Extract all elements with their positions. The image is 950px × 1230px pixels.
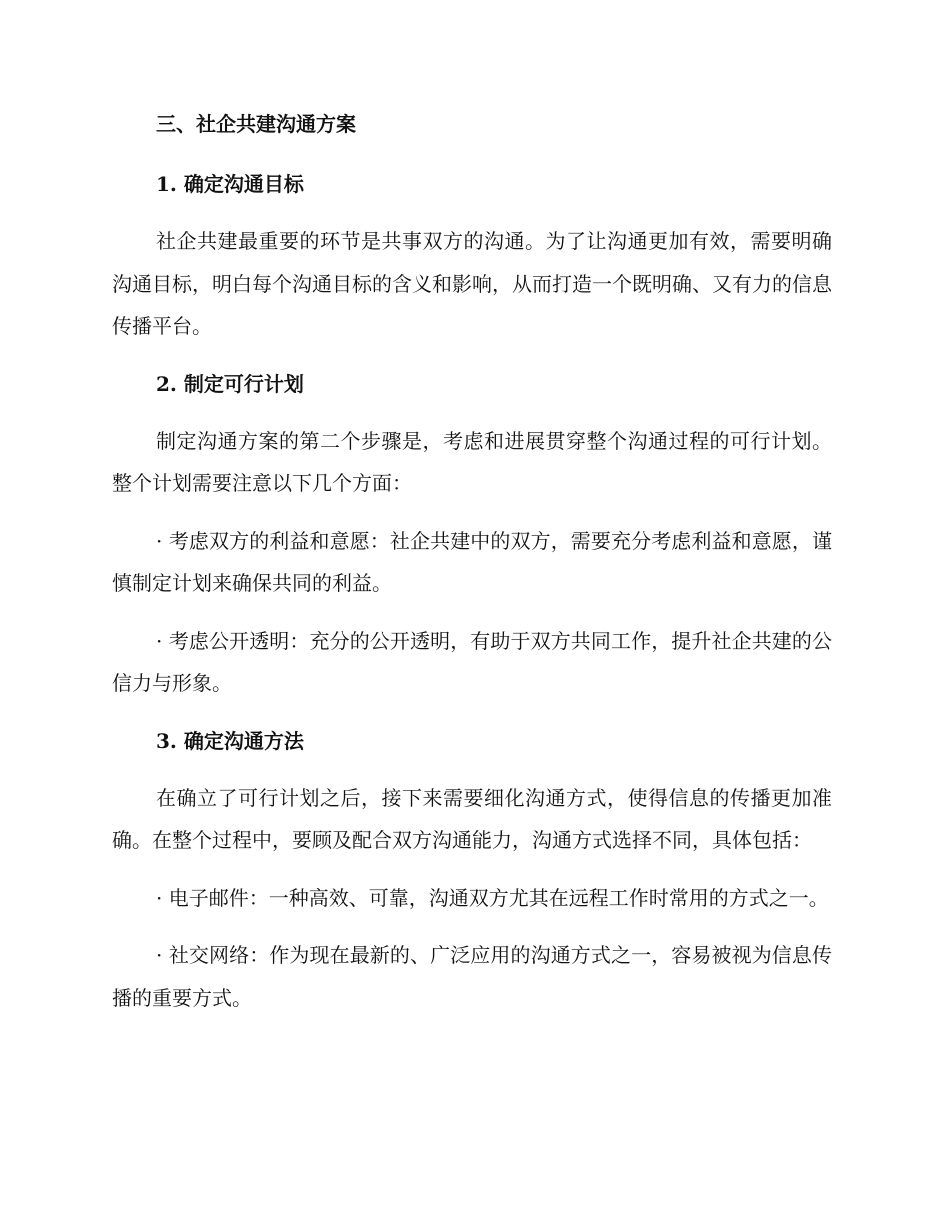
bullet-2-2: · 考虑公开透明：充分的公开透明，有助于双方共同工作，提升社企共建的公信力与形象。 [112,628,832,695]
paragraph-3-1: 在确立了可行计划之后，接下来需要细化沟通方式，使得信息的传播更加准确。在整个过程中，要顾及配合双方沟通能力，沟通方式选择不同，具体包括： [112,785,832,852]
bullet-3-1: · 电子邮件：一种高效、可靠，沟通双方尤其在远程工作时常用的方式之一。 [156,885,829,910]
bullet-2-1: · 考虑双方的利益和意愿：社企共建中的双方，需要充分考虑利益和意愿，谨慎制定计划来确保共同的利益。 [112,528,832,595]
heading-3: 3. 确定沟通方法 [156,728,304,753]
heading-1: 1. 确定沟通目标 [156,172,304,196]
paragraph-1-1: 社企共建最重要的环节是共事双方的沟通。为了让沟通更加有效，需要明确沟通目标，明白每个沟通目标的含义和影响，从而打造一个既明确、又有力的信息传播平台。 [112,229,832,338]
document-page [112,108,832,1034]
heading-2: 2. 制定可行计划 [156,371,304,396]
bullet-3-2: · 社交网络：作为现在最新的、广泛应用的沟通方式之一，容易被视为信息传播的重要方式。 [112,943,832,1010]
section-title: 三、社企共建沟通方案 [156,112,356,136]
paragraph-2-1: 制定沟通方案的第二个步骤是，考虑和进展贯穿整个沟通过程的可行计划。整个计划需要注意以下几个方面： [112,428,832,495]
